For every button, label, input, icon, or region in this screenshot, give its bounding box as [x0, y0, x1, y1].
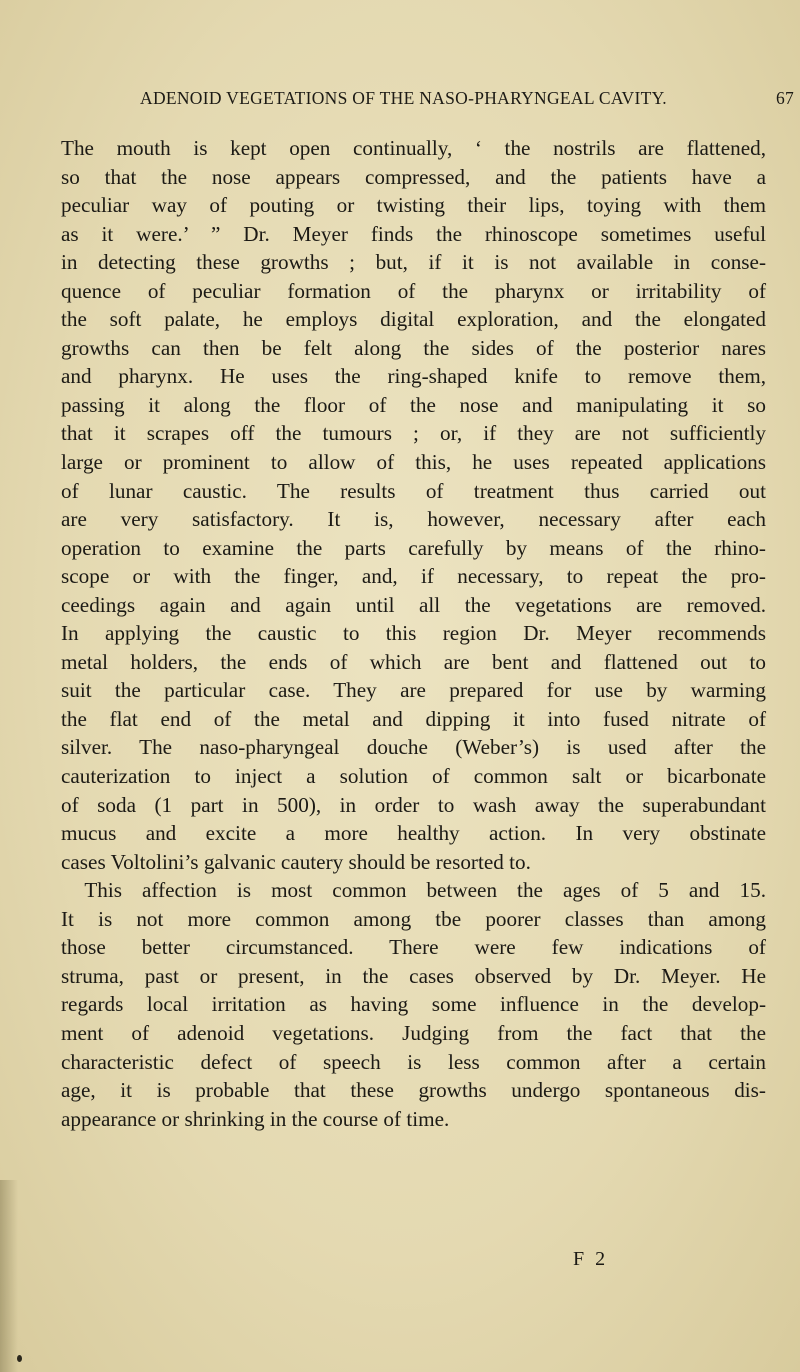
text-line: characteristic defect of speech is less common after a certain [61, 1049, 766, 1074]
text-line: of soda (1 part in 500), in order to wash away the superabundant [61, 792, 766, 817]
body-text [61, 134, 766, 1133]
text-line: large or prominent to allow of this, he uses repeated applications [61, 450, 766, 475]
text-line: silver. The naso-pharyngeal douche (Weber’s) is used after the [61, 735, 766, 760]
text-line: metal holders, the ends of which are bent and flattened out to [61, 649, 766, 674]
text-line: This affection is most common between the ages of 5 and 15. [84, 878, 766, 903]
ink-speck [17, 1355, 22, 1362]
text-line: scope or with the finger, and, if necessary, to repeat the pro- [61, 564, 766, 589]
text-line: In applying the caustic to this region Dr. Meyer recommends [61, 621, 766, 646]
text-line: in detecting these growths ; but, if it is not available in conse- [61, 250, 766, 275]
text-line: so that the nose appears compressed, and the patients have a [61, 164, 766, 189]
text-line: those better circumstanced. There were few indications of [61, 935, 766, 960]
text-line: quence of peculiar formation of the pharynx or irritability of [61, 278, 766, 303]
text-line: and pharynx. He uses the ring-shaped knife to remove them, [61, 364, 766, 389]
text-line: as it were.’ ” Dr. Meyer finds the rhinoscope sometimes useful [61, 221, 766, 246]
text-line: cases Voltolini’s galvanic cautery should be resorted to. [61, 849, 531, 874]
text-line: peculiar way of pouting or twisting their lips, toying with them [61, 193, 766, 218]
text-line: the soft palate, he employs digital exploration, and the elongated [61, 307, 766, 332]
text-line: struma, past or present, in the cases observed by Dr. Meyer. He [61, 963, 766, 988]
text-line: that it scrapes off the tumours ; or, if they are not sufficiently [61, 421, 766, 446]
text-line: of lunar caustic. The results of treatment thus carried out [61, 478, 766, 503]
text-line: the flat end of the metal and dipping it into fused nitrate of [61, 706, 766, 731]
text-line: appearance or shrinking in the course of time. [61, 1106, 450, 1131]
text-line: ment of adenoid vegetations. Judging from the fact that the [61, 1020, 766, 1045]
running-head [140, 88, 800, 109]
text-line: The mouth is kept open continually, ‘ the nostrils are flattened, [61, 136, 766, 160]
text-line: growths can then be felt along the sides of the posterior nares [61, 335, 766, 360]
signature-mark: F 2 [573, 1248, 609, 1270]
text-line: ceedings again and again until all the vegetations are removed. [61, 592, 766, 617]
page-edge-shadow [0, 1180, 18, 1372]
text-line: It is not more common among tbe poorer classes than among [61, 906, 766, 931]
text-line: mucus and excite a more healthy action. In very obstinate [61, 821, 766, 846]
page-number: 67 [776, 88, 795, 108]
text-line: suit the particular case. They are prepared for use by warming [61, 678, 766, 703]
text-line: age, it is probable that these growths undergo spontaneous dis- [61, 1078, 766, 1103]
text-line: operation to examine the parts carefully by means of the rhino- [61, 535, 766, 560]
running-head-title: ADENOID VEGETATIONS OF THE NASO-PHARYNGEAL CAVITY. [140, 88, 667, 108]
text-line: passing it along the floor of the nose and manipulating it so [61, 392, 766, 417]
text-line: regards local irritation as having some influence in the develop- [61, 992, 766, 1017]
text-line: are very satisfactory. It is, however, necessary after each [61, 507, 766, 532]
text-line: cauterization to inject a solution of common salt or bicarbonate [61, 764, 766, 789]
